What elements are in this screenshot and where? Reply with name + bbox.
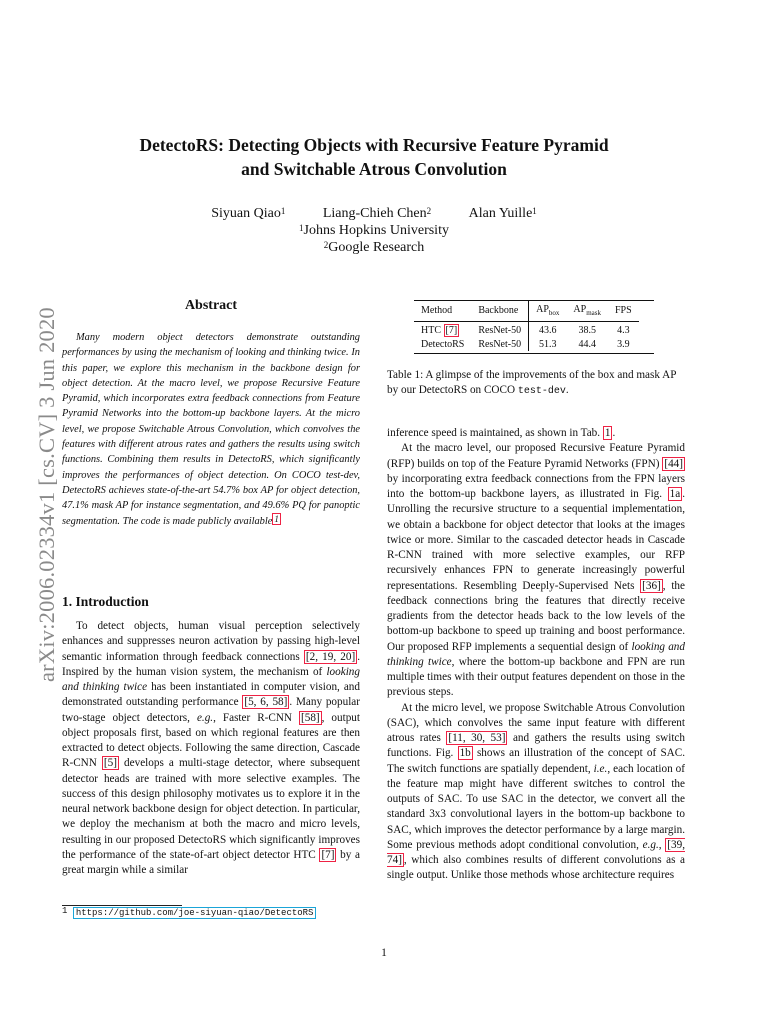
figure-ref-link[interactable]: 1b bbox=[459, 747, 471, 760]
table-header: $AP_{box}$ bbox=[529, 301, 567, 322]
footnote-ref[interactable]: 1 bbox=[274, 513, 279, 524]
citation-link[interactable]: [7] bbox=[321, 848, 335, 861]
citation-link[interactable]: [36] bbox=[642, 579, 661, 592]
paragraph: inference speed is maintained, as shown in Tab. 1 . bbox=[387, 427, 616, 439]
title-line-2: and Switchable Atrous Convolution bbox=[241, 159, 507, 179]
footnote: $^1$ https://github.com/joe-siyuan-qiao/DetectoRS bbox=[62, 908, 316, 918]
paper-title bbox=[60, 133, 688, 181]
table-row: HTC [7] ResNet-50 43.6 38.5 4.3 bbox=[414, 322, 639, 338]
table-header: FPS bbox=[608, 301, 639, 322]
citation-link[interactable]: [2, 19, 20] bbox=[305, 650, 356, 663]
title-line-1: DetectoRS: Detecting Objects with Recursive Feature Pyramid bbox=[139, 135, 609, 155]
paragraph: At the macro level, our proposed Recursive Feature Pyramid (RFP) builds on top of the Feature Pyramid Networks (FPN) [44] by incorporating extra feedback connections from the FPN layers into the bottom-up backbone layers, as illustrated in Fig. 1a . Unrolling the recursive structure to a sequential implementation, we obtain a backbone for object detector that looks at the images twice or more. Similar to the cascaded detector heads in Cascade R-CNN trained with more selective examples, our RFP recursively enhances FPN to generate increasingly powerful representations. Resembling Deeply-Supervised Nets [36] , the feedback connections bring the features that directly receive gradients from the detector heads back to the low levels of the bottom-up backbone to speed up training and boost performance. Our proposed RFP implements a sequential design of looking and thinking twice, where the bottom-up backbone and FPN are run multiple times with their output features dependent on those in the previous steps. bbox=[387, 442, 685, 699]
table-header: Method bbox=[414, 301, 471, 322]
figure-ref-link[interactable]: 1a bbox=[669, 488, 681, 500]
paragraph: At the micro level, we propose Switchable Atrous Convolution (SAC), which convolves the same input feature with different atrous rates [11, 30, 53] and gathers the results using switch functions. Fig. 1b shows an illustration of the concept of SAC. The switch functions are spatially dependent, i.e., each location of the feature map might have different switches to control the outputs of SAC. To use SAC in the detector, we convert all the standard 3x3 convolutional layers in the bottom-up backbone to SAC, which improves the detector performance by a large margin. Some previous methods adopt conditional convolution, e.g., [39, 74] , which also combines results of different convolutions as a single output. Unlike those methods whose architecture requires bbox=[387, 701, 686, 882]
citation-link[interactable]: [5] bbox=[103, 757, 117, 770]
arxiv-identifier bbox=[6, 270, 66, 700]
table-caption: Table 1: A glimpse of the improvements of the box and mask AP by our DetectoRS on COCO test-dev. bbox=[387, 369, 677, 398]
author: Alan Yuille$^1$ bbox=[468, 206, 537, 221]
abstract-body: Many modern object detectors demonstrate outstanding performances by using the mechanism of looking and thinking twice. In this paper, we explore this mechanism in the backbone design for object detection. At the macro level, we propose Recursive Feature Pyramid, which incorporates extra feedback connections from Feature Pyramid Networks into the bottom-up backbone layers. At the micro level, we propose Switchable Atrous Convolution, which convolves the features with different atrous rates and gathers the results using switch functions. Combining them results in DetectoRS, which significantly improves the performances of object detection. On COCO test-dev, DetectoRS achieves state-of-the-art 54.7% box AP for object detection, 47.1% mask AP for instance segmentation, and 49.6% PQ for panoptic segmentation. The code is made publicly available $^1$ bbox=[62, 332, 360, 527]
footnote-url-link[interactable]: https://github.com/joe-siyuan-qiao/DetectoRS bbox=[73, 907, 317, 919]
author: Liang-Chieh Chen$^2$ bbox=[322, 206, 432, 221]
citation-link[interactable]: [58] bbox=[301, 711, 320, 724]
section-heading: 1. Introduction bbox=[62, 594, 149, 609]
citation-link[interactable]: [44] bbox=[664, 457, 683, 470]
author-names bbox=[60, 205, 688, 222]
table-header: Backbone bbox=[471, 301, 528, 322]
table-header: $AP_{mask}$ bbox=[566, 301, 608, 322]
abstract-heading: Abstract bbox=[184, 298, 238, 313]
table-ref-link[interactable]: 1 bbox=[604, 427, 611, 439]
affiliation: $^2$Google Research bbox=[323, 240, 425, 255]
results-table bbox=[414, 300, 654, 354]
table-row: DetectoRS ResNet-50 51.3 44.4 3.9 bbox=[421, 338, 630, 350]
arxiv-identifier-text: arXiv:2006.02334v1 [cs.CV] 3 Jun 2020 bbox=[34, 307, 59, 682]
intro-paragraph: To detect objects, human visual perception selectively enhances and suppresses neuron activation by passing high-level semantic information through feedback connections [2, 19, 20] . Inspired by the human vision system, the mechanism of looking and thinking twice has been instantiated in computer vision, and demonstrated outstanding performance [5, 6, 58] . Many popular two-stage object detectors, e.g., Faster R-CNN [58] , output object proposals first, based on which regional features are then extracted to detect objects. Following the same direction, Cascade R-CNN [5] develops a multi-stage detector, where subsequent detector heads are trained with more selective examples. The success of this design philosophy motivates us to explore it in the neural network backbone design for object detection. In particular, we deploy the mechanism at both the macro and micro levels, resulting in our proposed DetectoRS which significantly improves the performance of the state-of-art object detector HTC [7] by a great margin while a similar bbox=[62, 620, 361, 876]
affiliation: $^1$Johns Hopkins University bbox=[299, 223, 449, 238]
page-number: 1 bbox=[381, 947, 387, 959]
author: Siyuan Qiao$^1$ bbox=[211, 206, 286, 221]
right-column-text bbox=[387, 426, 685, 884]
citation-link[interactable]: [7] bbox=[445, 325, 458, 337]
author-block bbox=[60, 205, 688, 256]
citation-link[interactable]: [5, 6, 58] bbox=[244, 696, 288, 709]
citation-link[interactable]: [39, 74] bbox=[387, 838, 686, 866]
citation-link[interactable]: [11, 30, 53] bbox=[448, 732, 506, 744]
footnote-rule bbox=[62, 905, 182, 906]
